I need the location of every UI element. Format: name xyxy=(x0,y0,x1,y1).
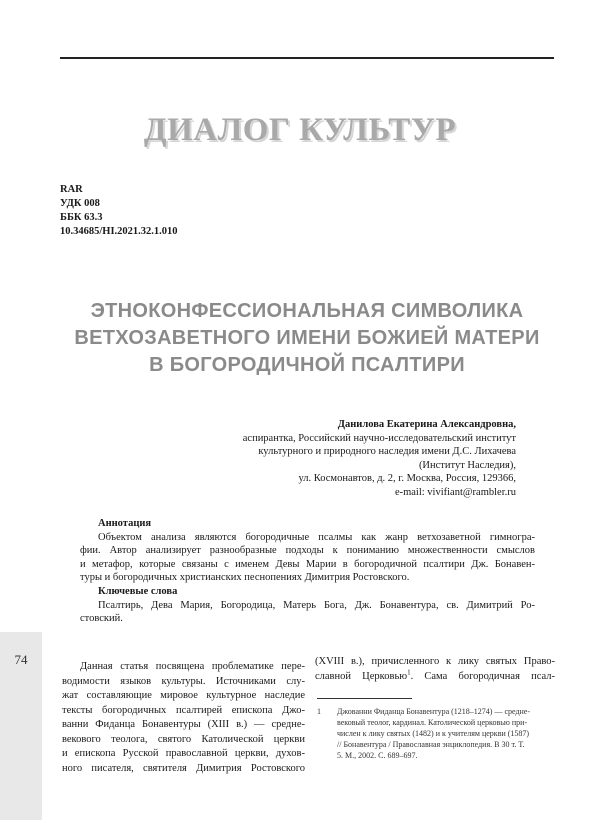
abstract-section xyxy=(80,517,535,626)
abstract-heading: Аннотация xyxy=(98,518,152,529)
abstract-line: туры и богородичных христианских песнопениях Димитрия Ростовского. xyxy=(80,572,410,584)
author-affiliation-line: (Институт Наследия), xyxy=(418,459,516,471)
article-title xyxy=(60,298,554,379)
meta-udc: УДК 008 xyxy=(60,198,100,209)
keywords-line: Псалтирь, Дева Мария, Богородица, Матерь Бога, Дж. Бонавентура, св. Димитрий Ро- xyxy=(98,599,535,611)
meta-doi: 10.34685/HI.2021.32.1.010 xyxy=(60,226,178,237)
footnote-marker[interactable]: 1 xyxy=(407,668,411,676)
footnote-line: // Бонавентура / Православная энциклопедия. В 30 т. Т. xyxy=(337,740,525,749)
abstract-line: Объектом анализа являются богородичные псалмы как жанр ветхозаветной гимногра- xyxy=(98,531,535,543)
footnote-line: числен к лику святых (1482) и к учителям церкви (1587) xyxy=(337,729,530,738)
body-column-right xyxy=(315,655,555,761)
body-line xyxy=(315,670,555,685)
section-header: ДИАЛОГ КУЛЬТУР xyxy=(143,112,457,148)
author-name: Данилова Екатерина Александровна, xyxy=(337,419,516,430)
page-number: 74 xyxy=(14,652,28,667)
body-line: (XVIII в.), причисленного к лику святых Право- xyxy=(315,656,555,667)
footnote-line: 5. М., 2002. С. 689–697. xyxy=(337,751,418,760)
abstract-line: и метафор, которые связаны с именем Девы Марии в богородичной псалтири Дж. Бонавен- xyxy=(80,558,535,570)
body-line: водимости языков культуры. Источниками слу- xyxy=(62,675,305,687)
title-line: ВЕТХОЗАВЕТНОГО ИМЕНИ БОЖИЕЙ МАТЕРИ xyxy=(74,327,540,349)
body-line: тексты богородичных псалтирей епископа Джо- xyxy=(62,704,305,716)
title-line: В БОГОРОДИЧНОЙ ПСАЛТИРИ xyxy=(149,354,465,376)
footnote-text xyxy=(337,706,530,761)
body-line: Данная статья посвящена проблематике пере- xyxy=(80,661,305,672)
body-line: ного писателя, святителя Димитрия Ростовского xyxy=(62,762,305,774)
article-meta xyxy=(60,183,178,239)
meta-rar: RAR xyxy=(60,184,83,195)
title-line: ЭТНОКОНФЕССИОНАЛЬНАЯ СИМВОЛИКА xyxy=(90,300,524,322)
body-line: ванни Фиданца Бонавентуры (XIII в.) — средне- xyxy=(62,719,305,730)
footnote-line: вековый теолог, кардинал. Католической церковью при- xyxy=(337,718,528,727)
body-text: . Сама богородичная псал- xyxy=(410,670,555,682)
footnote xyxy=(315,706,555,761)
author-affiliation-line: аспирантка, Российский научно-исследовательский институт xyxy=(242,432,516,444)
keywords-heading: Ключевые слова xyxy=(98,585,178,597)
body-column-left xyxy=(62,660,305,776)
keywords-line: стовский. xyxy=(80,613,123,625)
footnote-number: 1 xyxy=(317,707,321,716)
body-line: и епископа Русской православной церкви, духов- xyxy=(62,748,305,759)
abstract-line: фии. Автор анализирует разнообразные подходы к пониманию множественности смыслов xyxy=(80,545,535,557)
body-text: славной Церковью xyxy=(315,670,408,682)
body-line: векового теолога, святого Католической церкви xyxy=(62,733,305,745)
author-block xyxy=(243,418,516,499)
author-address: ул. Космонавтов, д. 2, г. Москва, Россия, 129366, xyxy=(298,473,516,484)
meta-bbk: ББК 63.3 xyxy=(60,212,103,223)
body-line: жат составляющие мировое культурное наследие xyxy=(62,690,305,701)
footnote-line: Джованни Фиданца Бонавентура (1218–1274) — средне- xyxy=(337,707,531,716)
author-email: e-mail: vivifiant@rambler.ru xyxy=(394,486,516,498)
header-rule xyxy=(60,57,554,59)
author-affiliation-line: культурного и природного наследия имени Д.С. Лихачева xyxy=(258,446,516,457)
footnote-rule xyxy=(317,698,412,699)
